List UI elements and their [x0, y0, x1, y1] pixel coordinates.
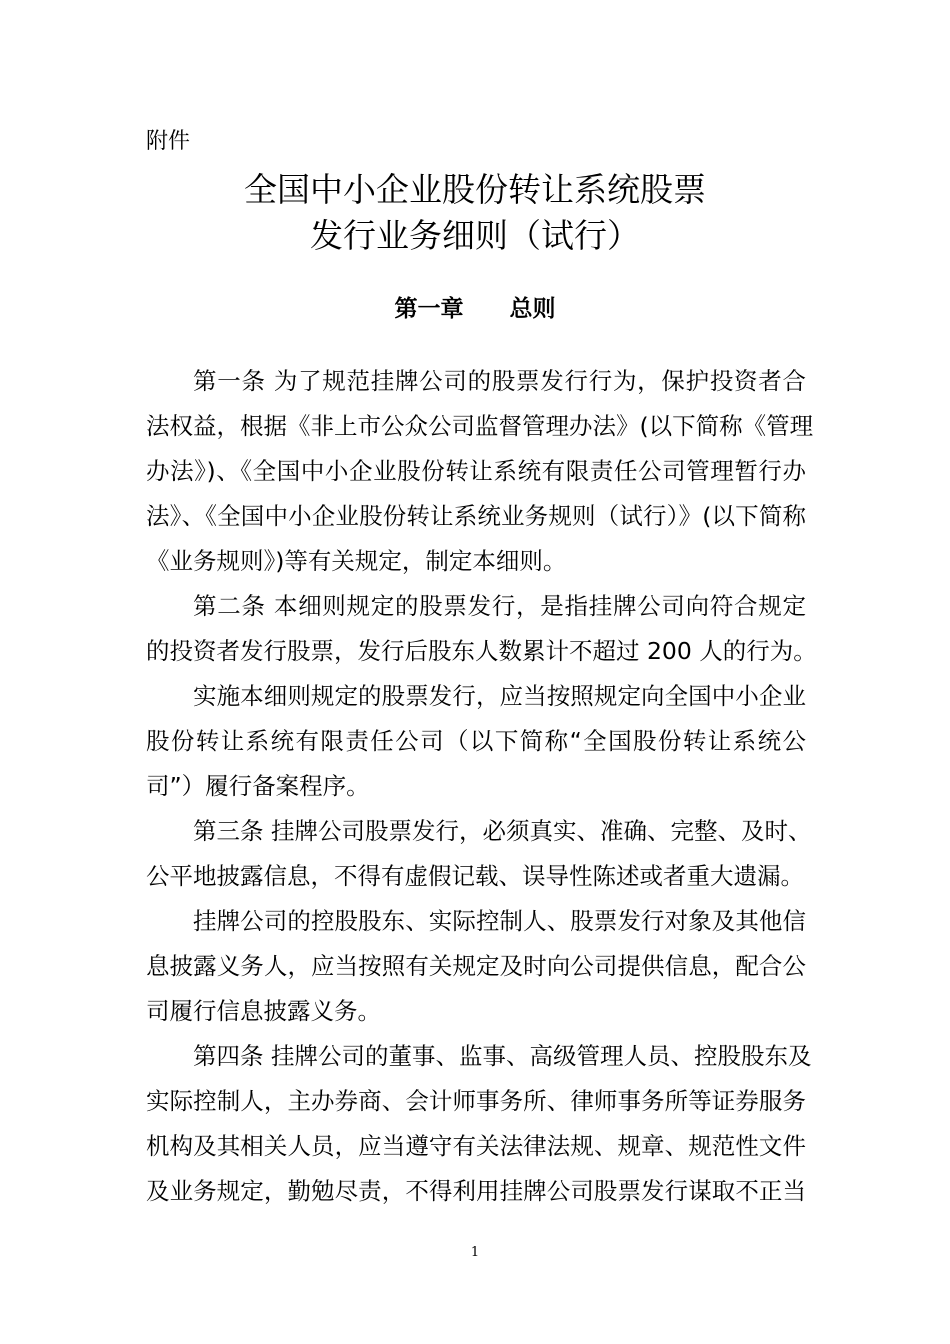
chapter-heading: 第一章 总则	[394, 296, 556, 322]
text-line: 的投资者发行股票，发行后股东人数累计不超过 200 人的行为。	[146, 637, 817, 665]
text-line: 股份转让系统有限责任公司（以下简称“全国股份转让系统公	[146, 727, 806, 755]
text-line: 第三条 挂牌公司股票发行，必须真实、准确、完整、及时、	[193, 817, 812, 845]
text-line: 息披露义务人，应当按照有关规定及时向公司提供信息，配合公	[146, 952, 806, 980]
document-title-line-2: 发行业务细则（试行）	[310, 216, 640, 255]
text-line: 司履行信息披露义务。	[146, 997, 381, 1025]
page-number: 1	[470, 1245, 480, 1260]
text-line: 法》、《全国中小企业股份转让系统业务规则（试行）》(以下简称	[146, 502, 806, 530]
body-text	[146, 362, 817, 1217]
attachment-label: 附件	[146, 129, 191, 154]
text-line: 第一条 为了规范挂牌公司的股票发行行为，保护投资者合	[193, 367, 806, 395]
document-title-line-1: 全国中小企业股份转让系统股票	[244, 170, 706, 209]
text-line: 办法》)、《全国中小企业股份转让系统有限责任公司管理暂行办	[146, 457, 806, 485]
text-line: 实际控制人，主办券商、会计师事务所、律师事务所等证券服务	[146, 1087, 806, 1115]
text-line: 及业务规定，勤勉尽责，不得利用挂牌公司股票发行谋取不正当	[146, 1177, 806, 1205]
text-line: 公平地披露信息，不得有虚假记载、误导性陈述或者重大遗漏。	[146, 862, 804, 890]
text-line: 第二条 本细则规定的股票发行，是指挂牌公司向符合规定	[193, 592, 806, 620]
text-line: 机构及其相关人员，应当遵守有关法律法规、规章、规范性文件	[146, 1132, 806, 1160]
text-line: 司”）履行备案程序。	[146, 772, 370, 800]
text-line: 实施本细则规定的股票发行，应当按照规定向全国中小企业	[193, 682, 806, 710]
text-line: 法权益，根据《非上市公众公司监督管理办法》(以下简称《管理	[146, 412, 814, 440]
text-line: 《业务规则》)等有关规定，制定本细则。	[146, 547, 567, 575]
text-line: 挂牌公司的控股股东、实际控制人、股票发行对象及其他信	[193, 907, 806, 935]
text-line: 第四条 挂牌公司的董事、监事、高级管理人员、控股股东及	[193, 1042, 812, 1070]
